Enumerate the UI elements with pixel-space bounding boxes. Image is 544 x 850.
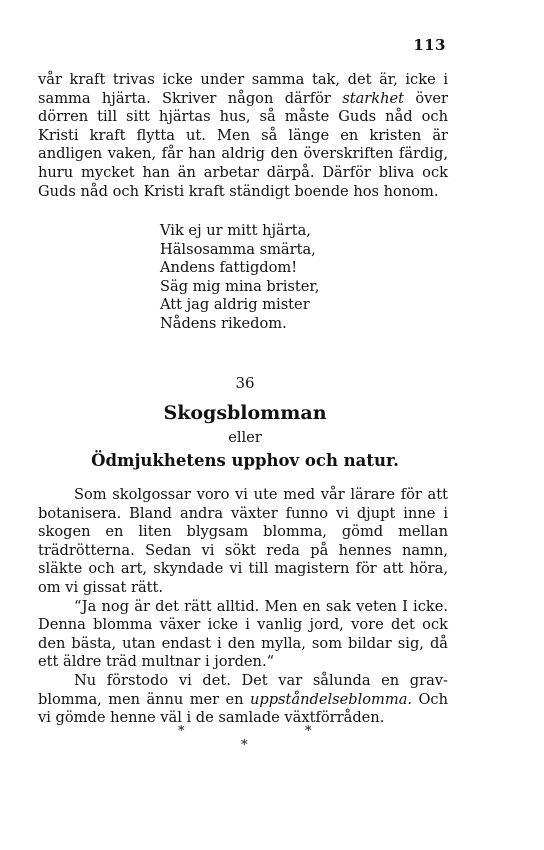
intro-text: [38, 71, 448, 201]
section-body: [38, 486, 448, 728]
poem-line: Att jag aldrig mister: [160, 296, 310, 314]
body-paragraph-1: Som skolgossar voro vi ute med vår lärare för att botanisera. Bland andra växter funno vi djupt inne i skogen en liten blygsam blomma, gömd mellan trädrötterna. Sedan vi sökt reda på hennes namn, släkte och art, skyndade vi till magistern för att höra, om vi gissat rätt.: [38, 486, 448, 596]
separator-asterisk: *: [241, 738, 248, 753]
poem-line: Säg mig mina brister,: [160, 277, 320, 295]
section-separator: [170, 724, 330, 754]
poem-line: Vik ej ur mitt hjärta,: [160, 222, 311, 239]
intro-text-after: över dörren till sitt hjärtas hus, så måste Guds nåd och Kristi kraft flytta ut. Men så länge en kristen är andligen vaken, får han aldrig den överskriften färdig, huru mycket han än arbetar därpå. Därför bliva ock Guds nåd och Kristi kraft ständigt boende hos honom.: [38, 89, 448, 200]
separator-asterisk: *: [305, 724, 312, 739]
body-paragraph-3: [38, 672, 448, 728]
section-number: 36: [235, 374, 255, 392]
section-subtitle: Ödmjukhetens upphov och natur.: [91, 451, 399, 470]
poem-line: Andens fattigdom!: [160, 259, 298, 277]
poem-line: Nådens rikedom.: [160, 314, 287, 332]
page-number: 113: [413, 36, 446, 54]
intro-emphasis: starkhet: [342, 89, 405, 107]
intro-text-before: vår kraft trivas icke under samma tak, det är, icke i samma hjärta. Skriver någon därför: [38, 71, 448, 107]
section-title: Skogsblomman: [163, 402, 327, 424]
section-connector: eller: [228, 429, 262, 446]
body-paragraph-2: “Ja nog är det rätt alltid. Men en sak veten I icke. Denna blomma växer icke i vanlig jord, vore det ock den bästa, utan endast i den mylla, som bildar sig, då ett äldre träd multnar i jorden.“: [38, 597, 448, 671]
body-p3-after: Och vi gömde henne väl i de samlade växtförråden.: [38, 690, 448, 727]
body-p3-emphasis: uppståndelseblomma.: [249, 690, 413, 708]
intro-paragraph: [38, 71, 448, 201]
body-p3-before: Nu förstodo vi det. Det var sålunda en grav-blomma, men ännu mer en: [38, 671, 448, 708]
poem-line: Hälsosamma smärta,: [160, 240, 316, 258]
poem: [160, 222, 319, 334]
separator-asterisk: *: [178, 724, 185, 739]
